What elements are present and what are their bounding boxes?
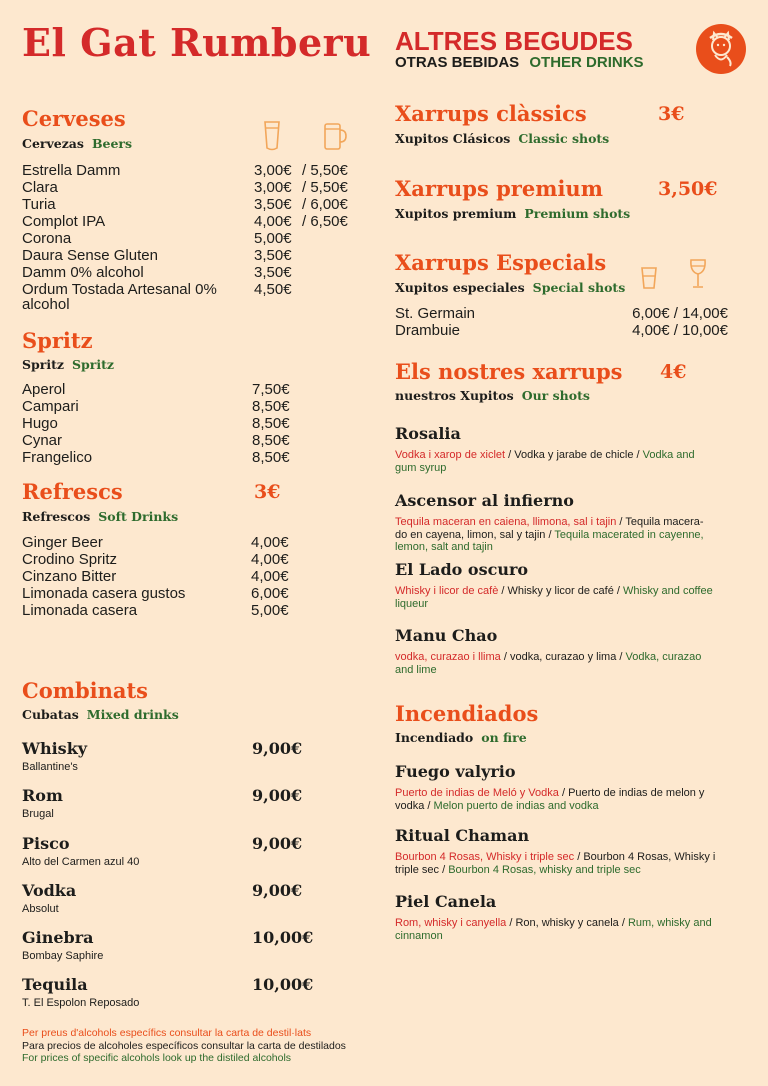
item-price: 6,00€ / 14,00€ <box>632 305 728 322</box>
spritz-es: Spritz <box>22 357 64 372</box>
item-name: Cynar <box>22 432 63 449</box>
item-price: 3,50€ <box>254 264 292 281</box>
shot-name: Fuego valyrio <box>395 762 516 781</box>
on-fire-title: Incendiados <box>395 701 539 726</box>
beers-list <box>22 162 362 311</box>
menu-row <box>22 602 362 619</box>
special-shots-list <box>395 305 730 339</box>
item-price-large: / 6,50€ <box>302 213 348 230</box>
wine-glass-icon <box>688 258 708 290</box>
shot-glass-icon <box>640 266 658 290</box>
shot-item <box>395 560 735 610</box>
other-drinks-en: OTHER DRINKS <box>529 54 644 71</box>
desc-catalan: Rom, whisky i canyella <box>395 917 507 929</box>
item-price: 4,00€ / 10,00€ <box>632 322 728 339</box>
drink-price: 9,00€ <box>252 786 303 806</box>
drink-brand: Ballantine's <box>22 761 78 773</box>
item-name: St. Germain <box>395 305 476 322</box>
desc-catalan: Tequila maceran en caiena, llimona, sal i tajin <box>395 516 617 528</box>
item-price: 6,00€ <box>251 585 289 602</box>
footer-es: Para precios de alcoholes específicos consultar la carta de destilados <box>22 1039 346 1052</box>
menu-row <box>22 264 362 281</box>
shot-description: Whisky i licor de cafè / Whisky y licor de café / Whisky and coffee liqueur <box>395 585 713 610</box>
menu-row <box>22 230 362 247</box>
beers-es: Cervezas <box>22 136 84 151</box>
desc-spanish: Whisky y licor de café <box>507 585 614 597</box>
shot-name: Manu Chao <box>395 626 498 645</box>
item-price: 4,50€ <box>254 281 292 298</box>
menu-row <box>22 534 362 551</box>
on-fire-subtitle <box>395 730 527 745</box>
shot-name: Ascensor al infierno <box>395 491 574 510</box>
desc-spanish: Ron, whisky y canela <box>515 917 619 929</box>
shot-item <box>395 762 735 812</box>
beers-subtitle <box>22 136 132 151</box>
item-name: Damm 0% alcohol <box>22 264 144 281</box>
item-name: Daura Sense Gluten <box>22 247 158 264</box>
cat-logo-icon <box>696 24 746 74</box>
menu-row <box>22 449 362 466</box>
drink-name: Rom <box>22 786 63 806</box>
item-price: 8,50€ <box>252 398 290 415</box>
item-price: 8,50€ <box>252 449 290 466</box>
desc-catalan: Whisky i licor de cafè <box>395 585 499 597</box>
desc-english-cont: gum syrup <box>395 461 447 474</box>
premium-shots-en: Premium shots <box>524 206 631 221</box>
soft-drinks-price: 3€ <box>254 481 281 503</box>
item-price: 3,50€ <box>254 247 292 264</box>
mixed-drinks-en: Mixed drinks <box>86 707 179 722</box>
beers-title: Cerveses <box>22 106 126 131</box>
other-drinks-title: ALTRES BEGUDES <box>395 26 633 56</box>
special-shots-title: Xarrups Especials <box>395 250 607 275</box>
item-name-cont: alcohol <box>22 296 70 313</box>
desc-english-cont: lemon, salt and tajin <box>395 541 493 553</box>
shot-item <box>395 491 735 554</box>
soft-drinks-list <box>22 534 362 619</box>
other-drinks-es: OTRAS BEBIDAS <box>395 54 520 71</box>
footer-note <box>22 1027 346 1065</box>
soft-drinks-es: Refrescos <box>22 509 91 524</box>
other-drinks-subtitle <box>395 54 644 71</box>
mixed-drink-item <box>22 834 362 881</box>
item-name: Campari <box>22 398 79 415</box>
shot-item <box>395 424 735 474</box>
our-shots-title: Els nostres xarrups <box>395 359 623 384</box>
mixed-drinks-subtitle <box>22 707 179 722</box>
classic-shots-price: 3€ <box>658 103 685 125</box>
drink-name: Whisky <box>22 739 88 758</box>
shot-description: Puerto de indias de Meló y Vodka / Puerto de indias de melon y vodka / Melon puerto de indias and vodka <box>395 787 705 812</box>
item-price: 4,00€ <box>251 534 289 551</box>
item-name: Limonada casera <box>22 602 138 619</box>
shot-description: Tequila maceran en caiena, llimona, sal i tajin / Tequila macera- do en cayena, limon, sal y tajin / Tequila macerated in cayenne, lemon, salt and tajin <box>395 516 704 553</box>
beer-glass-icon <box>262 120 282 152</box>
item-name: Turia <box>22 196 56 213</box>
item-name: Complot IPA <box>22 213 106 230</box>
shot-name: Piel Canela <box>395 892 497 911</box>
menu-row <box>22 381 362 398</box>
item-price: 8,50€ <box>252 415 290 432</box>
item-price: 8,50€ <box>252 432 290 449</box>
spritz-list <box>22 381 362 466</box>
item-price-large: / 6,00€ <box>302 196 348 213</box>
shot-description: vodka, curazao i llima / vodka, curazao y lima / Vodka, curazao and lime <box>395 651 702 676</box>
desc-spanish: vodka, curazao y lima <box>509 651 617 663</box>
mixed-drink-item <box>22 928 362 975</box>
mixed-drinks-es: Cubatas <box>22 707 79 722</box>
drink-price: 9,00€ <box>252 833 303 853</box>
menu-row <box>22 585 362 602</box>
soft-drinks-subtitle <box>22 509 178 524</box>
menu-row <box>22 179 362 196</box>
menu-row <box>395 322 730 339</box>
special-shots-en: Special shots <box>532 280 626 295</box>
menu-row <box>22 196 362 213</box>
drink-price: 9,00€ <box>252 880 303 900</box>
shot-description: Bourbon 4 Rosas, Whisky i triple sec / Bourbon 4 Rosas, Whisky i triple sec / Bourbon 4 Rosas, whisky and triple sec <box>395 851 716 876</box>
beers-en: Beers <box>91 136 133 151</box>
item-name: Corona <box>22 230 72 247</box>
menu-row <box>22 415 362 432</box>
mixed-drink-item <box>22 881 362 928</box>
our-shots-subtitle <box>395 388 590 403</box>
item-name: Estrella Damm <box>22 162 121 179</box>
item-price-large: / 5,50€ <box>302 162 348 179</box>
desc-spanish-cont: do en cayena, limon, sal y tajin <box>395 528 546 541</box>
item-price: 5,00€ <box>251 602 289 619</box>
drink-brand: Alto del Carmen azul 40 <box>22 855 140 868</box>
premium-shots-title: Xarrups premium <box>395 176 603 201</box>
on-fire-es: Incendiado <box>395 730 474 745</box>
menu-row <box>22 281 362 311</box>
menu-title: El Gat Rumberu <box>22 20 372 65</box>
menu-row <box>22 398 362 415</box>
desc-english: Melon puerto de indias and vodka <box>433 799 599 812</box>
item-price: 3,00€ <box>254 179 292 196</box>
desc-english: Vodka and <box>642 449 695 461</box>
item-name: Ordum Tostada Artesanal 0% <box>22 281 217 298</box>
footer-en: For prices of specific alcohols look up the distiled alcohols <box>22 1052 292 1064</box>
item-name: Frangelico <box>22 449 93 466</box>
mixed-drinks-list <box>22 739 362 1023</box>
classic-shots-en: Classic shots <box>518 131 610 146</box>
desc-english-cont: cinnamon <box>395 929 443 942</box>
item-price: 3,50€ <box>254 196 292 213</box>
desc-spanish: Bourbon 4 Rosas, Whisky i <box>583 851 716 863</box>
item-name: Crodino Spritz <box>22 551 118 568</box>
our-shots-es: nuestros Xupitos <box>395 388 514 403</box>
drink-brand: Absolut <box>22 902 59 915</box>
item-name: Clara <box>22 179 58 196</box>
shot-description: Rom, whisky i canyella / Ron, whisky y canela / Rum, whisky and cinnamon <box>395 917 712 942</box>
item-price-large: / 5,50€ <box>302 179 348 196</box>
shot-item <box>395 892 735 942</box>
premium-shots-es: Xupitos premium <box>395 206 517 221</box>
menu-row <box>22 247 362 264</box>
item-name: Aperol <box>22 381 66 398</box>
premium-shots-price: 3,50€ <box>658 178 718 200</box>
menu-row <box>22 551 362 568</box>
desc-catalan: Vodka i xarop de xiclet <box>395 449 506 461</box>
spritz-en: Spritz <box>71 357 114 372</box>
desc-catalan: vodka, curazao i llima <box>395 651 501 663</box>
desc-english: Whisky and coffee <box>623 585 713 597</box>
footer-ca: Per preus d'alcohols específics consultar la carta de destil·lats <box>22 1027 312 1039</box>
item-price: 5,00€ <box>254 230 292 247</box>
on-fire-en: on fire <box>481 730 527 745</box>
shot-item <box>395 626 735 676</box>
mixed-drink-item <box>22 975 362 1022</box>
menu-row <box>22 162 362 179</box>
desc-english-cont: liqueur <box>395 597 429 610</box>
item-name: Ginger Beer <box>22 534 103 551</box>
our-shots-en: Our shots <box>521 388 590 403</box>
item-name: Limonada casera gustos <box>22 585 186 602</box>
item-name: Drambuie <box>395 322 461 339</box>
desc-english: Vodka, curazao <box>625 651 702 663</box>
drink-name: Pisco <box>22 833 70 853</box>
mixed-drink-item <box>22 739 362 786</box>
desc-spanish-cont: triple sec <box>395 863 440 876</box>
shot-name: Ritual Chaman <box>395 826 530 845</box>
special-shots-es: Xupitos especiales <box>395 280 525 295</box>
drink-price: 9,00€ <box>252 739 303 758</box>
classic-shots-title: Xarrups clàssics <box>395 101 587 126</box>
shot-description: Vodka i xarop de xiclet / Vodka y jarabe de chicle / Vodka and gum syrup <box>395 449 695 474</box>
desc-catalan: Puerto de indias de Meló y Vodka <box>395 787 559 799</box>
spritz-title: Spritz <box>22 328 93 353</box>
premium-shots-subtitle <box>395 206 630 221</box>
classic-shots-subtitle <box>395 131 609 146</box>
desc-spanish: Tequila macera- <box>625 516 704 528</box>
item-price: 4,00€ <box>251 551 289 568</box>
desc-english-cont: and lime <box>395 663 437 676</box>
menu-row <box>22 568 362 585</box>
drink-brand: Brugal <box>22 808 54 821</box>
mixed-drink-item <box>22 786 362 833</box>
mixed-drinks-title: Combinats <box>22 678 148 703</box>
desc-english: Bourbon 4 Rosas, whisky and triple sec <box>448 863 641 876</box>
item-price: 7,50€ <box>252 381 290 398</box>
item-price: 4,00€ <box>251 568 289 585</box>
item-name: Cinzano Bitter <box>22 568 117 585</box>
item-name: Hugo <box>22 415 58 432</box>
soft-drinks-en: Soft Drinks <box>98 509 179 524</box>
shot-name: El Lado oscuro <box>395 560 529 579</box>
item-price: 4,00€ <box>254 213 292 230</box>
drink-name: Ginebra <box>22 928 94 948</box>
our-shots-price: 4€ <box>660 361 687 383</box>
desc-spanish: Vodka y jarabe de chicle <box>514 449 634 461</box>
drink-name: Vodka <box>22 880 77 900</box>
desc-english: Tequila macerated in cayenne, <box>554 528 704 541</box>
desc-spanish: Puerto de indias de melon y vodka <box>395 787 705 812</box>
shot-name: Rosalia <box>395 424 461 443</box>
beer-mug-icon <box>323 120 347 152</box>
drink-name: Tequila <box>22 975 88 995</box>
drink-brand: T. El Espolon Reposado <box>22 997 140 1010</box>
shot-item <box>395 826 735 876</box>
drink-brand: Bombay Saphire <box>22 950 104 963</box>
desc-catalan: Bourbon 4 Rosas, Whisky i triple sec <box>395 851 575 863</box>
soft-drinks-title: Refrescs <box>22 479 123 504</box>
menu-row <box>22 213 362 230</box>
special-shots-subtitle <box>395 280 625 295</box>
drink-price: 10,00€ <box>252 928 314 948</box>
menu-row <box>22 432 362 449</box>
desc-english: Rum, whisky and <box>627 917 712 929</box>
menu-row <box>395 305 730 322</box>
spritz-subtitle <box>22 357 114 372</box>
item-price: 3,00€ <box>254 162 292 179</box>
drink-price: 10,00€ <box>252 975 314 995</box>
classic-shots-es: Xupitos Clásicos <box>395 131 511 146</box>
